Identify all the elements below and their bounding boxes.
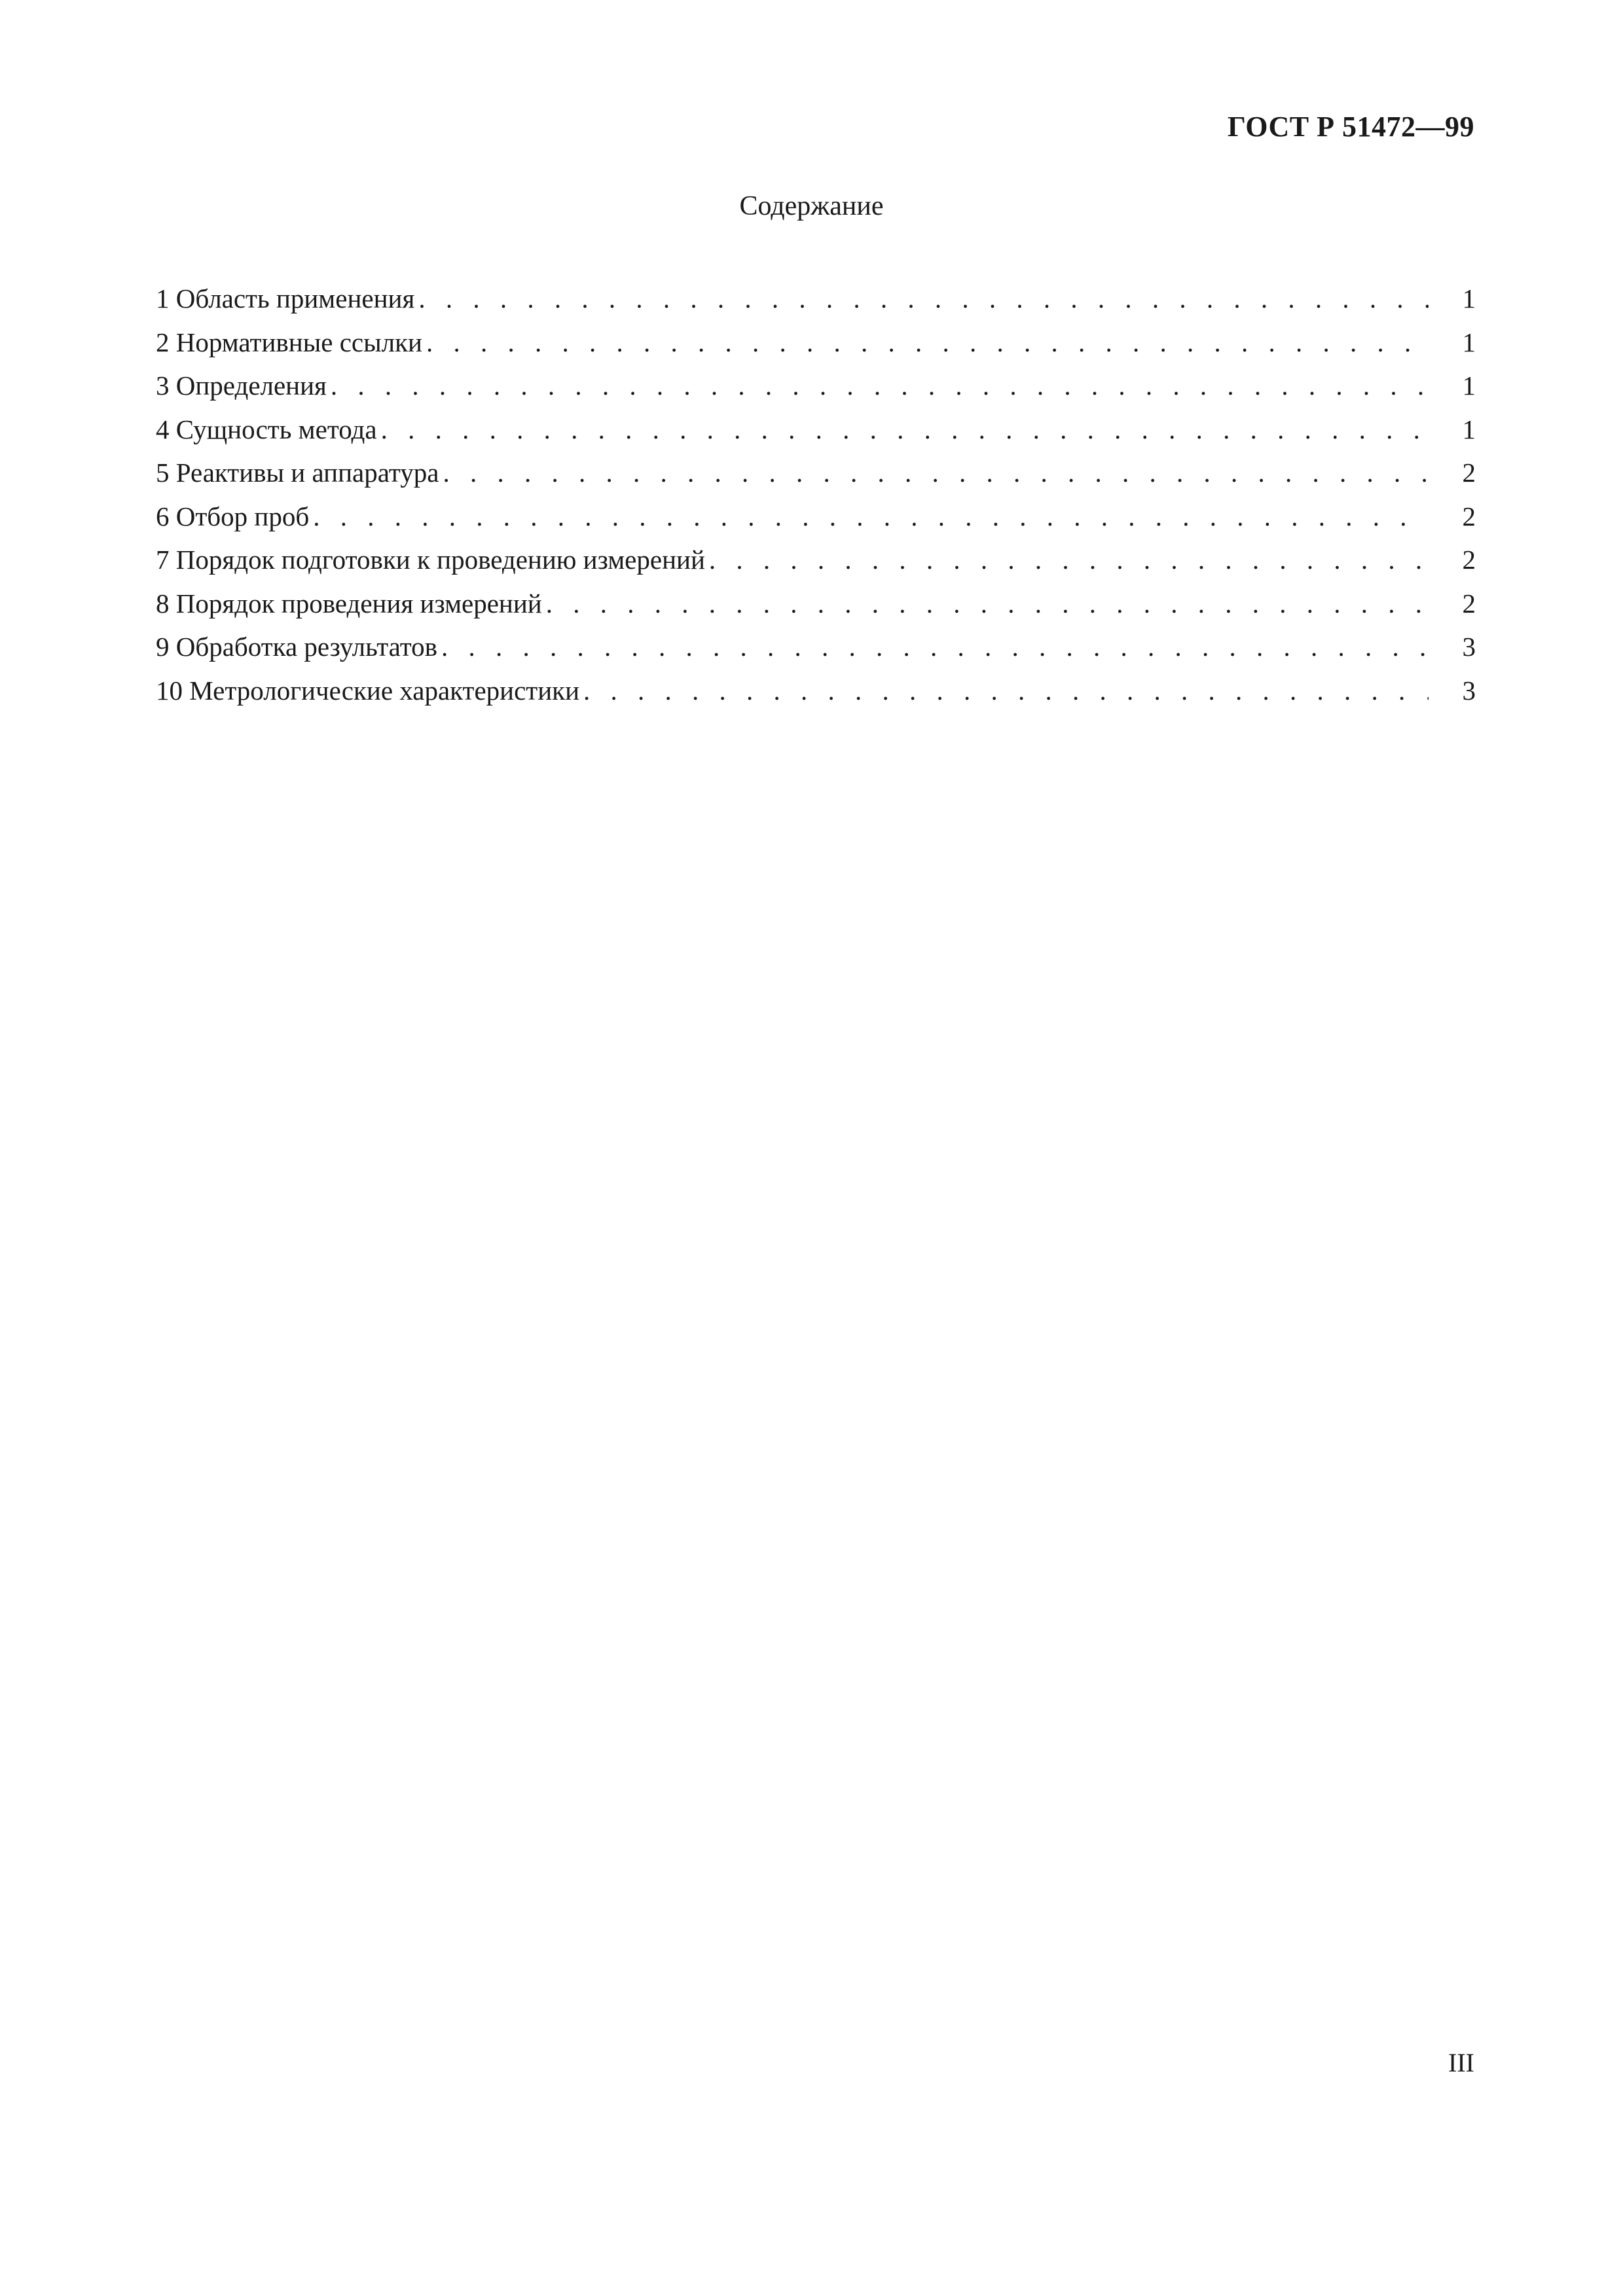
toc-entry-page: 1 [1462, 283, 1476, 314]
toc-entry[interactable] [156, 590, 1476, 634]
toc-dot-leader [331, 372, 1429, 399]
toc-dot-leader [426, 329, 1429, 356]
toc-entry[interactable] [156, 285, 1476, 329]
toc-dot-leader [709, 547, 1429, 573]
toc-entry-page: 2 [1462, 501, 1476, 531]
toc-entry[interactable] [156, 459, 1476, 503]
toc-entry[interactable] [156, 372, 1476, 416]
toc-entry-page: 3 [1462, 675, 1476, 706]
toc-entry-page: 1 [1462, 370, 1476, 401]
toc-entry-label: 5 Реактивы и аппаратура [156, 457, 439, 488]
toc-dot-leader [313, 503, 1429, 530]
toc-entry[interactable] [156, 547, 1476, 590]
toc-dot-leader [381, 416, 1429, 443]
toc-entry-page: 1 [1462, 327, 1476, 357]
toc-entry-label: 9 Обработка результатов [156, 632, 438, 662]
toc-entry-label: 4 Сущность метода [156, 414, 377, 444]
toc-entry-label: 7 Порядок подготовки к проведению измерений [156, 545, 705, 575]
toc-entry-label: 3 Определения [156, 370, 327, 401]
toc-entry-label: 6 Отбор проб [156, 501, 310, 531]
table-of-contents [156, 285, 1476, 721]
toc-entry-page: 2 [1462, 545, 1476, 575]
toc-entry[interactable] [156, 634, 1476, 677]
toc-entry-label: 1 Область применения [156, 283, 415, 314]
toc-entry[interactable] [156, 416, 1476, 460]
page-number: III [1448, 2048, 1474, 2077]
toc-entry[interactable] [156, 677, 1476, 721]
toc-title: Содержание [739, 191, 884, 221]
toc-dot-leader [546, 590, 1429, 617]
toc-dot-leader [443, 459, 1429, 486]
toc-dot-leader [418, 285, 1429, 312]
toc-entry[interactable] [156, 329, 1476, 373]
toc-dot-leader [583, 677, 1429, 704]
toc-dot-leader [441, 634, 1429, 660]
toc-entry-page: 2 [1462, 457, 1476, 488]
toc-entry-label: 10 Метрологические характеристики [156, 675, 580, 706]
toc-entry-label: 2 Нормативные ссылки [156, 327, 422, 357]
toc-entry[interactable] [156, 503, 1476, 547]
toc-entry-page: 3 [1462, 632, 1476, 662]
toc-entry-label: 8 Порядок проведения измерений [156, 588, 542, 619]
toc-entry-page: 2 [1462, 588, 1476, 619]
toc-entry-page: 1 [1462, 414, 1476, 444]
document-code: ГОСТ Р 51472—99 [1227, 111, 1474, 143]
